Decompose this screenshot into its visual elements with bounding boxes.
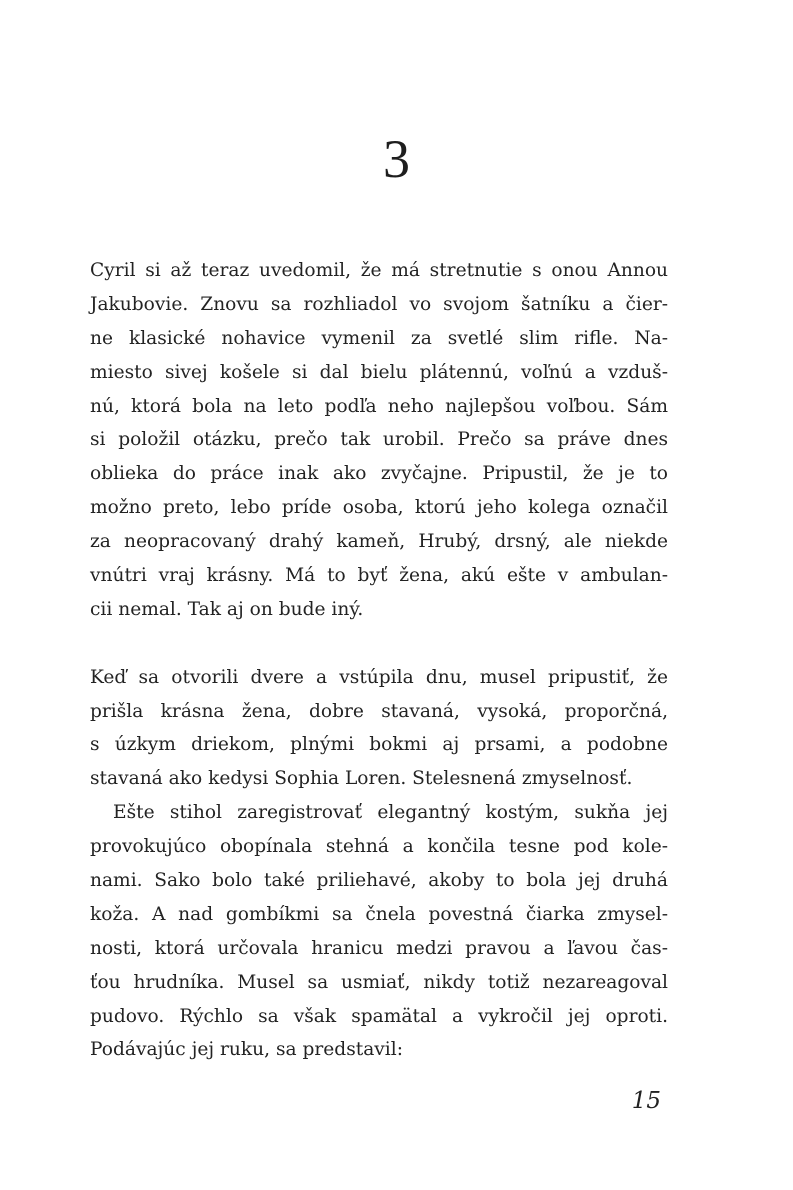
paragraph-3-line-7: pudovo. Rýchlo sa však spamätal a vykročil jej oproti. (90, 1005, 668, 1027)
chapter-body (90, 254, 668, 1067)
paragraph-1-line-3: ne klasické nohavice vymenil za svetlé slim rifle. Na- (90, 327, 668, 349)
paragraph-3-line-2: provokujúco obopínala stehná a končila tesne pod kole- (90, 836, 668, 858)
paragraph-1-line-1: Cyril si až teraz uvedomil, že má stretnutie s onou Annou (90, 260, 668, 281)
paragraph-1-line-2: Jakubovie. Znovu sa rozhliadol vo svojom šatníku a čier- (90, 293, 668, 315)
paragraph-1-line-5: nú, ktorá bola na leto podľa neho najlepšou voľbou. Sám (90, 395, 668, 417)
chapter-number: 3 (383, 129, 410, 189)
paragraph-1-line-9: za neopracovaný drahý kameň, Hrubý, drsný, ale niekde (90, 531, 668, 553)
paragraph-2-line-1: Keď sa otvorili dvere a vstúpila dnu, musel pripustiť, že (90, 666, 668, 688)
paragraph-1-line-10: vnútri vraj krásny. Má to byť žena, akú ešte v ambulan- (90, 565, 668, 587)
paragraph-2-line-3: s úzkym driekom, plnými bokmi aj prsami, a podobne (90, 734, 668, 756)
page-number: 15 (631, 1088, 661, 1114)
paragraph-3-line-5: nosti, ktorá určovala hranicu medzi pravou a ľavou čas- (90, 937, 668, 959)
paragraph-gap (90, 627, 668, 661)
paragraph-1-line-4: miesto sivej košele si dal bielu plátennú, voľnú a vzduš- (90, 361, 668, 383)
paragraph-1-line-6: si položil otázku, prečo tak urobil. Prečo sa práve dnes (90, 429, 668, 451)
paragraph-2-line-2: prišla krásna žena, dobre stavaná, vysoká, proporčná, (90, 700, 668, 722)
paragraph-3-line-1: Ešte stihol zaregistrovať elegantný kostým, sukňa jej (113, 802, 668, 824)
paragraph-3-line-6: ťou hrudníka. Musel sa usmiať, nikdy totiž nezareagoval (90, 971, 668, 993)
paragraph-1-line-7: oblieka do práce inak ako zvyčajne. Pripustil, že je to (90, 463, 668, 485)
paragraph-2-line-4: stavaná ako kedysi Sophia Loren. Stelesnená zmyselnosť. (90, 768, 633, 790)
paragraph-3-line-3: nami. Sako bolo také priliehavé, akoby to bola jej druhá (90, 870, 668, 892)
paragraph-3-line-4: koža. A nad gombíkmi sa čnela povestná čiarka zmysel- (90, 903, 668, 925)
paragraph-1-line-11: cii nemal. Tak aj on bude iný. (90, 598, 364, 620)
paragraph-1-line-8: možno preto, lebo príde osoba, ktorú jeho kolega označil (90, 497, 668, 519)
paragraph-3-line-8: Podávajúc jej ruku, sa predstavil: (90, 1039, 403, 1061)
